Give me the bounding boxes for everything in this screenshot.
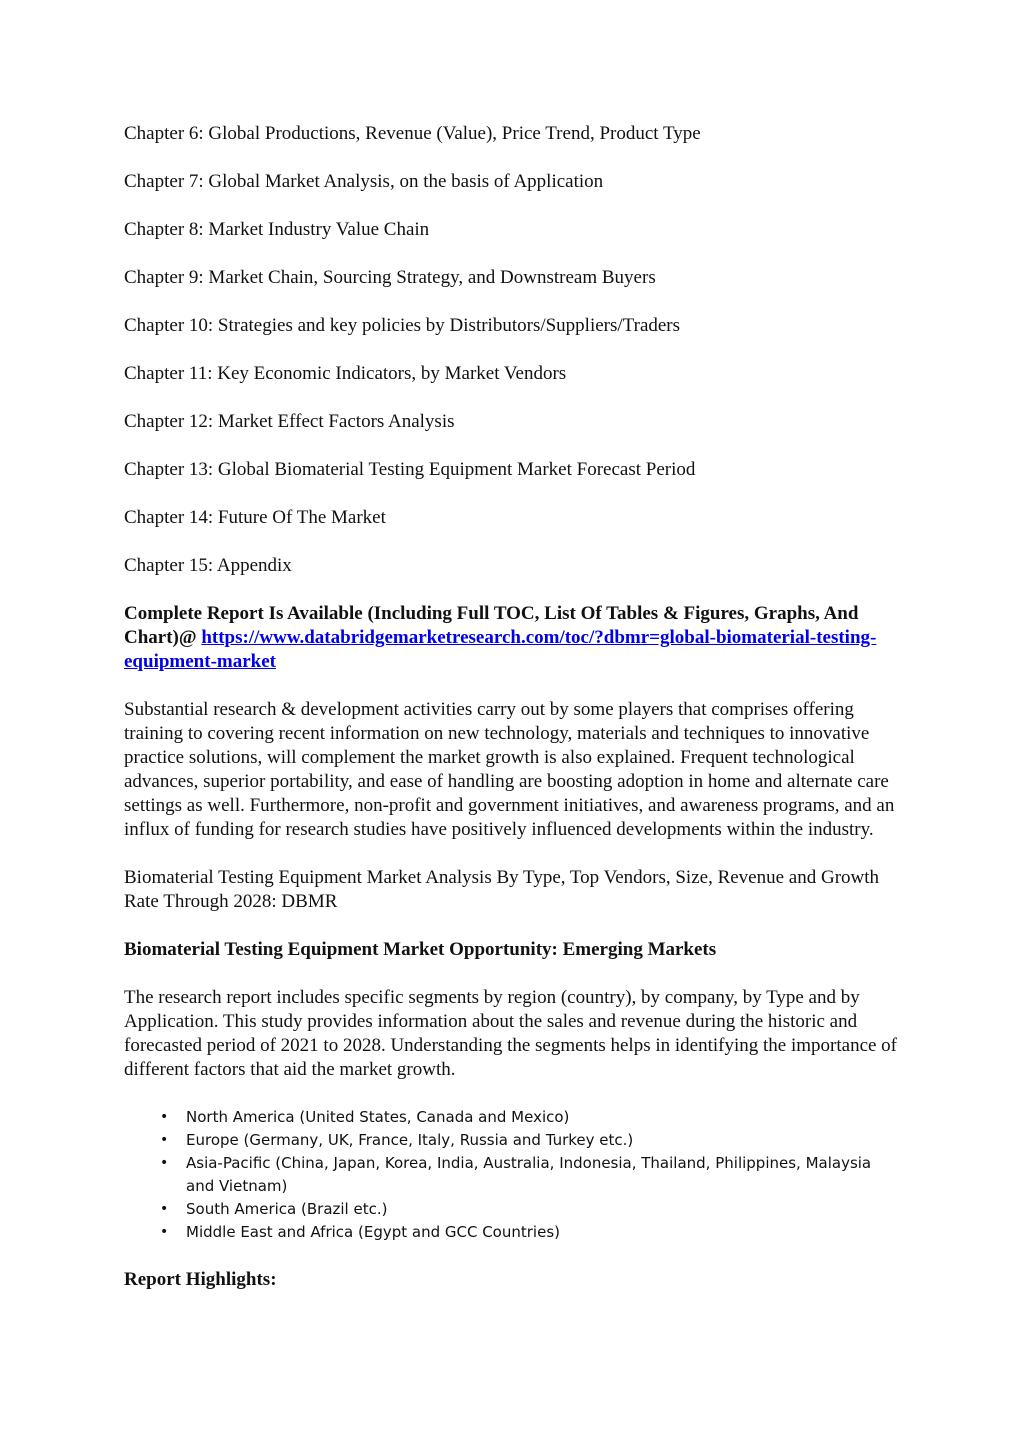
chapter-14: Chapter 14: Future Of The Market	[124, 507, 386, 528]
region-middle-east-africa: Middle East and Africa (Egypt and GCC Countries)	[186, 1223, 560, 1241]
chapter-12: Chapter 12: Market Effect Factors Analysis	[124, 411, 455, 432]
chapter-8: Chapter 8: Market Industry Value Chain	[124, 219, 430, 240]
list-item	[124, 1221, 904, 1244]
list-item	[124, 1198, 904, 1221]
complete-report-text: Complete Report Is Available (Including Full TOC, List Of Tables & Figures, Graphs, And Chart)@	[124, 603, 859, 648]
bullet-icon: •	[160, 1132, 169, 1148]
region-south-america: South America (Brazil etc.)	[186, 1200, 388, 1218]
regions-list	[124, 1106, 904, 1244]
region-europe: Europe (Germany, UK, France, Italy, Russia and Turkey etc.)	[186, 1131, 634, 1149]
chapter-10: Chapter 10: Strategies and key policies by Distributors/Suppliers/Traders	[124, 315, 681, 336]
research-development-paragraph: Substantial research & development activities carry out by some players that comprises offering training to covering recent information on new technology, materials and techniques to innovative practice solutions, will complement the market growth is also explained. Frequent technological advances, superior portability, and ease of handling are boosting adoption in home and alternate care settings as well. Furthermore, non-profit and government initiatives, and awareness programs, and an influx of funding for research studies have positively influenced developments within the industry.	[124, 699, 895, 840]
opportunity-heading: Biomaterial Testing Equipment Market Opportunity: Emerging Markets	[124, 939, 717, 960]
chapter-7: Chapter 7: Global Market Analysis, on the basis of Application	[124, 171, 604, 192]
toc-link[interactable]: https://www.databridgemarketresearch.com/toc/?dbmr=global-biomaterial-testing-equipment-market	[124, 627, 877, 672]
chapter-15: Chapter 15: Appendix	[124, 555, 292, 576]
chapter-6: Chapter 6: Global Productions, Revenue (Value), Price Trend, Product Type	[124, 123, 701, 144]
complete-report-paragraph	[124, 602, 904, 674]
report-highlights-heading: Report Highlights:	[124, 1269, 277, 1290]
bullet-icon: •	[160, 1201, 169, 1217]
list-item	[124, 1129, 904, 1152]
chapter-11: Chapter 11: Key Economic Indicators, by Market Vendors	[124, 363, 567, 384]
document-page	[124, 122, 904, 1292]
chapter-9: Chapter 9: Market Chain, Sourcing Strategy, and Downstream Buyers	[124, 267, 656, 288]
bullet-icon: •	[160, 1155, 169, 1171]
bullet-icon: •	[160, 1109, 169, 1125]
research-report-paragraph: The research report includes specific segments by region (country), by company, by Type and by Application. This study provides information about the sales and revenue during the historic and forecasted period of 2021 to 2028. Understanding the segments helps in identifying the importance of different factors that aid the market growth.	[124, 987, 898, 1080]
market-analysis-paragraph: Biomaterial Testing Equipment Market Analysis By Type, Top Vendors, Size, Revenue and Growth Rate Through 2028: DBMR	[124, 867, 880, 912]
region-north-america: North America (United States, Canada and Mexico)	[186, 1108, 570, 1126]
region-asia-pacific: Asia-Pacific (China, Japan, Korea, India, Australia, Indonesia, Thailand, Philippines, Malaysia and Vietnam)	[186, 1154, 872, 1195]
bullet-icon: •	[160, 1224, 169, 1240]
list-item	[124, 1106, 904, 1129]
chapter-13: Chapter 13: Global Biomaterial Testing Equipment Market Forecast Period	[124, 459, 696, 480]
list-item	[124, 1152, 904, 1198]
